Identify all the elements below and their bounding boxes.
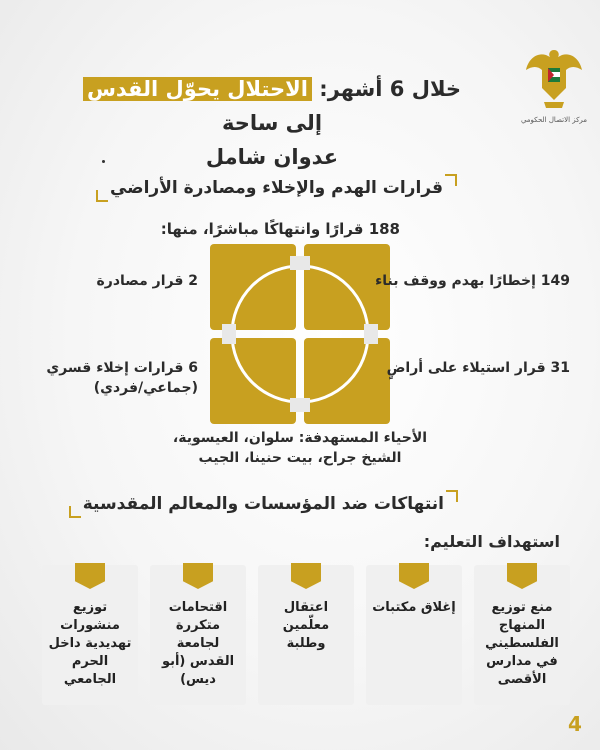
quadrant-graphic (210, 244, 390, 424)
section-2-heading-text: انتهاكات ضد المؤسسات والمعالم المقدسية (82, 494, 444, 514)
card-university-raids (150, 565, 246, 705)
bracket-left-icon (69, 506, 81, 518)
bracket-right-icon (445, 174, 457, 186)
logo-caption: مركز الاتصال الحكومي (520, 116, 588, 124)
card-curriculum-ban (474, 565, 570, 705)
neighborhoods-line-2: الشيخ جراح، بيت حنينا، الجيب (198, 450, 402, 466)
stat-land-seizure: 31 قرار استيلاء على أراضٍ (386, 360, 570, 376)
education-subheading: استهداف التعليم: (423, 532, 560, 551)
banner-icon (507, 563, 537, 589)
circle-cross-icon (210, 244, 390, 424)
card-library-closure (366, 565, 462, 705)
banner-icon (183, 563, 213, 589)
card-text: إغلاق مكتبات (372, 600, 456, 615)
decorative-dot (102, 160, 105, 163)
bracket-left-icon (96, 190, 108, 202)
stat-evictions: 6 قرارات إخلاء قسري (46, 360, 198, 376)
neighborhoods-line-1: الأحياء المستهدفة: سلوان، العيسوية، (172, 430, 428, 446)
section-1-heading-text: قرارات الهدم والإخلاء ومصادرة الأراضي (109, 178, 443, 198)
bracket-right-icon (446, 490, 458, 502)
card-text: منع توزيع المنهاج الفلسطيني في مدارس الأقصى (485, 600, 559, 687)
card-text: اقتحامات متكررة لجامعة القدس (أبو ديس) (161, 600, 235, 687)
stat-evictions-detail: (جماعي/فردي) (93, 380, 198, 396)
stat-demolition-notices: 149 إخطارًا بهدم ووقف بناء (375, 273, 570, 289)
eagle-emblem-icon (524, 44, 584, 110)
section-1-heading (110, 178, 443, 198)
government-communication-logo (518, 44, 590, 130)
banner-icon (75, 563, 105, 589)
card-text: اعتقال معلّمين وطلبة (282, 600, 330, 651)
title-line-2: عدوان شامل (205, 145, 339, 169)
section-2-heading (83, 494, 444, 514)
section-1-summary: 188 قرارًا وانتهاكًا مباشرًا، منها: (160, 220, 400, 238)
title-prefix: خلال 6 أشهر: (319, 77, 462, 101)
title-suffix: إلى ساحة (221, 111, 323, 135)
banner-icon (399, 563, 429, 589)
card-arrests (258, 565, 354, 705)
banner-icon (291, 563, 321, 589)
page-title (62, 72, 482, 174)
card-threat-leaflets (42, 565, 138, 705)
page-number: 4 (568, 712, 582, 736)
card-text: توزيع منشورات تهديدية داخل الحرم الجامعي (48, 600, 132, 687)
title-highlight: الاحتلال يحوّل القدس (83, 77, 312, 101)
stat-confiscation: 2 قرار مصادرة (96, 273, 198, 289)
